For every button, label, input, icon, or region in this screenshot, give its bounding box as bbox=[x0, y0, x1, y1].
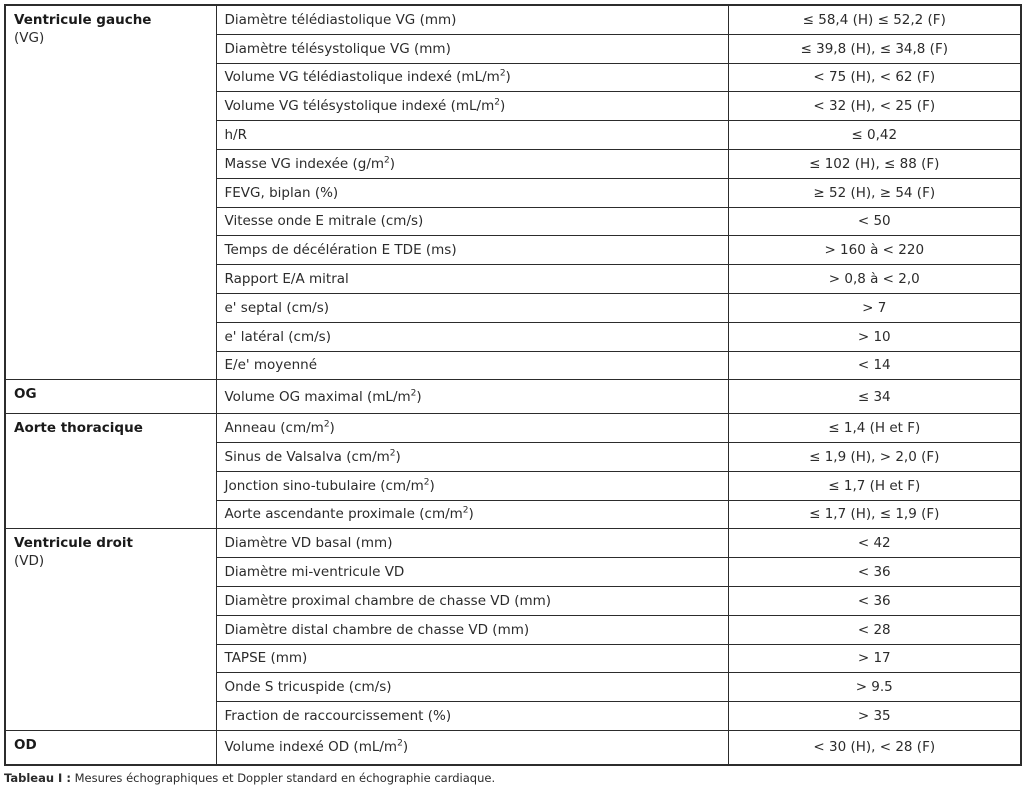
group-cell bbox=[5, 5, 216, 380]
table-row bbox=[5, 5, 1021, 34]
caption-text: Mesures échographiques et Doppler standard en échographie cardiaque. bbox=[70, 771, 496, 785]
group-cell bbox=[5, 380, 216, 414]
parameter-cell: Temps de décélération E TDE (ms) bbox=[216, 236, 728, 265]
reference-value-cell: > 0,8 à < 2,0 bbox=[728, 265, 1021, 294]
parameter-cell: Volume VG télédiastolique indexé $(mL/m^2)$ bbox=[216, 63, 728, 92]
parameter-cell: Jonction sino-tubulaire $(cm/m^2)$ bbox=[216, 471, 728, 500]
reference-value-cell: < 36 bbox=[728, 558, 1021, 587]
reference-value-cell: > 10 bbox=[728, 322, 1021, 351]
reference-value-cell: < 42 bbox=[728, 529, 1021, 558]
parameter-cell: Onde S tricuspide (cm/s) bbox=[216, 673, 728, 702]
parameter-cell: Diamètre VD basal (mm) bbox=[216, 529, 728, 558]
parameter-cell: Volume OG maximal $(mL/m^2)$ bbox=[216, 380, 728, 414]
reference-value-cell: ≤ 0,42 bbox=[728, 121, 1021, 150]
parameter-cell: Diamètre proximal chambre de chasse VD (mm) bbox=[216, 586, 728, 615]
group-name: OD bbox=[14, 736, 37, 753]
parameter-cell: Anneau $(cm/m^2)$ bbox=[216, 414, 728, 443]
parameter-cell: Diamètre télédiastolique VG (mm) bbox=[216, 5, 728, 34]
reference-value-cell: ≤ 1,4 (H et F) bbox=[728, 414, 1021, 443]
reference-value-cell: > 9.5 bbox=[728, 673, 1021, 702]
reference-value-cell: ≥ 52 (H), ≥ 54 (F) bbox=[728, 178, 1021, 207]
reference-value-cell: < 75 (H), < 62 (F) bbox=[728, 63, 1021, 92]
table-row bbox=[5, 730, 1021, 764]
group-name: OG bbox=[14, 386, 37, 403]
reference-value-cell: ≤ 1,9 (H), > 2,0 (F) bbox=[728, 442, 1021, 471]
parameter-cell: Diamètre distal chambre de chasse VD (mm) bbox=[216, 615, 728, 644]
reference-value-cell: > 35 bbox=[728, 702, 1021, 731]
reference-value-cell: < 30 (H), < 28 (F) bbox=[728, 730, 1021, 764]
group-cell bbox=[5, 414, 216, 529]
reference-value-cell: < 28 bbox=[728, 615, 1021, 644]
group-abbreviation: (VG) bbox=[14, 30, 45, 46]
parameter-cell: FEVG, biplan (%) bbox=[216, 178, 728, 207]
group-cell bbox=[5, 529, 216, 731]
reference-value-cell: < 50 bbox=[728, 207, 1021, 236]
table-caption bbox=[4, 771, 495, 785]
reference-value-cell: ≤ 102 (H), ≤ 88 (F) bbox=[728, 149, 1021, 178]
parameter-cell: e' latéral (cm/s) bbox=[216, 322, 728, 351]
parameter-cell: Vitesse onde E mitrale (cm/s) bbox=[216, 207, 728, 236]
parameter-cell: h/R bbox=[216, 121, 728, 150]
group-name: Aorte thoracique bbox=[14, 420, 143, 437]
reference-value-cell: ≤ 39,8 (H), ≤ 34,8 (F) bbox=[728, 34, 1021, 63]
parameter-cell: E/e' moyenné bbox=[216, 351, 728, 380]
table-row bbox=[5, 529, 1021, 558]
parameter-cell: Volume indexé OD $(mL/m^2)$ bbox=[216, 730, 728, 764]
group-cell bbox=[5, 730, 216, 764]
parameter-cell: Rapport E/A mitral bbox=[216, 265, 728, 294]
reference-value-cell: > 160 à < 220 bbox=[728, 236, 1021, 265]
reference-value-cell: < 14 bbox=[728, 351, 1021, 380]
caption-label: Tableau I : bbox=[4, 771, 71, 785]
measurements-table-body bbox=[5, 5, 1021, 765]
reference-value-cell: > 17 bbox=[728, 644, 1021, 673]
measurements-table bbox=[4, 4, 1022, 766]
reference-value-cell: ≤ 34 bbox=[728, 380, 1021, 414]
reference-value-cell: ≤ 1,7 (H et F) bbox=[728, 471, 1021, 500]
reference-value-cell: ≤ 1,7 (H), ≤ 1,9 (F) bbox=[728, 500, 1021, 529]
parameter-cell: Fraction de raccourcissement (%) bbox=[216, 702, 728, 731]
parameter-cell: TAPSE (mm) bbox=[216, 644, 728, 673]
group-name: Ventricule droit bbox=[14, 535, 133, 552]
table-row bbox=[5, 414, 1021, 443]
parameter-cell: Volume VG télésystolique indexé $(mL/m^2)$ bbox=[216, 92, 728, 121]
group-name: Ventricule gauche bbox=[14, 12, 152, 28]
parameter-cell: Masse VG indexée $(g/m^2)$ bbox=[216, 149, 728, 178]
parameter-cell: Sinus de Valsalva $(cm/m^2)$ bbox=[216, 442, 728, 471]
table-row bbox=[5, 380, 1021, 414]
group-abbreviation: (VD) bbox=[14, 553, 45, 570]
parameter-cell: Aorte ascendante proximale $(cm/m^2)$ bbox=[216, 500, 728, 529]
parameter-cell: Diamètre télésystolique VG (mm) bbox=[216, 34, 728, 63]
reference-value-cell: > 7 bbox=[728, 293, 1021, 322]
reference-value-cell: < 36 bbox=[728, 586, 1021, 615]
reference-value-cell: < 32 (H), < 25 (F) bbox=[728, 92, 1021, 121]
parameter-cell: Diamètre mi-ventricule VD bbox=[216, 558, 728, 587]
parameter-cell: e' septal (cm/s) bbox=[216, 293, 728, 322]
reference-value-cell: ≤ 58,4 (H) ≤ 52,2 (F) bbox=[728, 5, 1021, 34]
